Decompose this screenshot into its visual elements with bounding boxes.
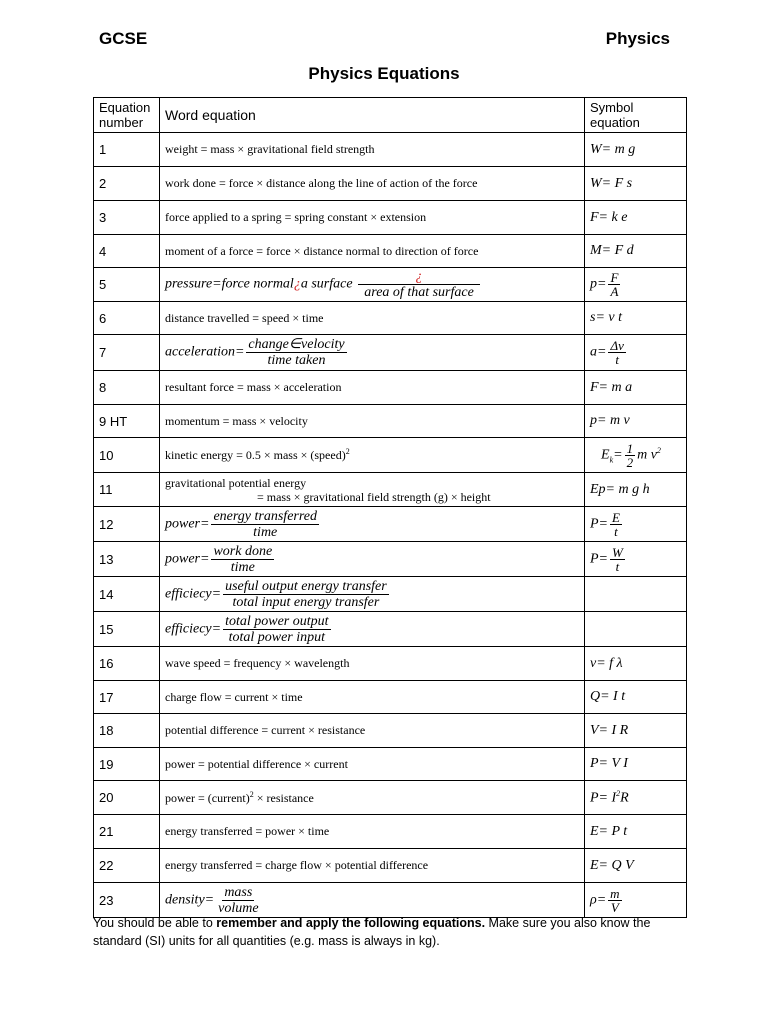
word-equation: momentum = mass × velocity bbox=[160, 405, 585, 438]
symbol-equation: Ep= m g h bbox=[585, 473, 687, 507]
equation-number: 1 bbox=[94, 133, 160, 167]
word-line-2: = mass × gravitational field strength (g) × height bbox=[257, 489, 491, 504]
table-row bbox=[94, 507, 687, 542]
word-equation bbox=[160, 473, 585, 507]
word-lhs: efficiecy= bbox=[165, 621, 222, 637]
symbol-lhs: P= bbox=[590, 551, 608, 567]
footer-bold: remember and apply the following equations. bbox=[216, 916, 486, 930]
equation-number: 4 bbox=[94, 235, 160, 268]
word-equation: moment of a force = force × distance normal to direction of force bbox=[160, 235, 585, 268]
fraction bbox=[211, 509, 319, 540]
symbol-lhs: a= bbox=[590, 344, 607, 360]
word-equation bbox=[160, 577, 585, 612]
fraction bbox=[608, 887, 621, 914]
fraction-denominator: total input energy transfer bbox=[232, 594, 380, 610]
equation-number: 12 bbox=[94, 507, 160, 542]
fraction-denominator: time bbox=[253, 524, 278, 540]
fraction-denominator: t bbox=[614, 523, 618, 539]
exponent: 2 bbox=[249, 789, 254, 799]
fraction-denominator: t bbox=[615, 558, 620, 574]
table-row bbox=[94, 849, 687, 883]
table-row bbox=[94, 781, 687, 815]
fraction-numerator: total power output bbox=[225, 613, 329, 629]
word-equation bbox=[160, 335, 585, 371]
word-equation: work done = force × distance along the line of action of the force bbox=[160, 167, 585, 201]
word-equation: energy transferred = power × time bbox=[160, 815, 585, 849]
fraction-numerator: change∈velocity bbox=[248, 337, 345, 352]
symbol-lhs: ρ= bbox=[590, 892, 607, 908]
header-subject: Physics bbox=[605, 29, 670, 48]
fraction-denominator: area of that surface bbox=[364, 285, 474, 300]
fraction bbox=[223, 579, 389, 610]
table-row bbox=[94, 681, 687, 714]
table-row bbox=[94, 577, 687, 612]
symbol-equation: p= m v bbox=[585, 405, 687, 438]
fraction-numerator: m bbox=[610, 885, 620, 901]
fraction bbox=[211, 544, 274, 575]
table-row bbox=[94, 612, 687, 647]
equation-number: 19 bbox=[94, 748, 160, 781]
fraction bbox=[610, 511, 622, 538]
table-row bbox=[94, 542, 687, 577]
equation-number: 20 bbox=[94, 781, 160, 815]
symbol-equation: W= m g bbox=[585, 133, 687, 167]
fraction-denominator: A bbox=[610, 284, 619, 299]
word-equation: distance travelled = speed × time bbox=[160, 302, 585, 335]
symbol-equation: V= I R bbox=[585, 714, 687, 748]
col-header-symbol: Symbol equation bbox=[585, 98, 687, 133]
fraction-denominator: time bbox=[230, 559, 255, 575]
word-lhs: efficiecy= bbox=[165, 586, 222, 602]
word-lhs: pressure=force normal bbox=[165, 276, 294, 292]
symbol-equation: s= v t bbox=[585, 302, 687, 335]
symbol-equation: E= Q V bbox=[585, 849, 687, 883]
table-row bbox=[94, 235, 687, 268]
fraction-denominator: V bbox=[610, 899, 619, 915]
fraction-numerator: E bbox=[612, 509, 620, 525]
equation-number: 2 bbox=[94, 167, 160, 201]
col-header-word: Word equation bbox=[160, 98, 585, 133]
equation-number: 8 bbox=[94, 371, 160, 405]
table-row bbox=[94, 167, 687, 201]
table-row bbox=[94, 201, 687, 235]
word-lhs: power= bbox=[165, 551, 210, 567]
fraction bbox=[610, 546, 625, 573]
word-equation bbox=[160, 883, 585, 918]
table-row bbox=[94, 748, 687, 781]
fraction-numerator: work done bbox=[213, 543, 273, 559]
equation-number: 18 bbox=[94, 714, 160, 748]
fraction-numerator: F bbox=[610, 270, 619, 285]
symbol-equation: F= k e bbox=[585, 201, 687, 235]
table-row bbox=[94, 133, 687, 167]
fraction-denominator: 2 bbox=[626, 454, 634, 470]
symbol-lhs: P= I bbox=[590, 790, 617, 806]
fraction-denominator: t bbox=[615, 352, 619, 367]
symbol-equation-empty bbox=[585, 612, 687, 647]
symbol-equation bbox=[585, 507, 687, 542]
fraction-numerator: ¿ bbox=[358, 269, 480, 285]
word-equation bbox=[160, 781, 585, 815]
fraction bbox=[608, 339, 625, 366]
fraction-numerator: W bbox=[612, 544, 623, 560]
equation-number: 17 bbox=[94, 681, 160, 714]
fraction-numerator: mass bbox=[224, 884, 253, 900]
fraction-numerator: energy transferred bbox=[213, 508, 318, 524]
word-text: power = (current) bbox=[165, 790, 250, 805]
fraction bbox=[246, 337, 346, 368]
footer-text-2: Make sure you also know the standard (SI) units for all quantities (e.g. mass is always in kg). bbox=[93, 916, 651, 948]
fraction-denominator: volume bbox=[218, 900, 259, 916]
table-header-row bbox=[94, 98, 687, 133]
word-equation bbox=[160, 268, 585, 302]
equation-number: 9 HT bbox=[94, 405, 160, 438]
word-line-1: gravitational potential energy bbox=[165, 475, 307, 490]
exponent: 2 bbox=[656, 445, 661, 455]
symbol-equation: Q= I t bbox=[585, 681, 687, 714]
word-equation: power = potential difference × current bbox=[160, 748, 585, 781]
table-row bbox=[94, 405, 687, 438]
fraction bbox=[223, 614, 330, 645]
table-row bbox=[94, 647, 687, 681]
word-equation bbox=[160, 542, 585, 577]
exponent: 2 bbox=[616, 788, 621, 798]
fraction-numerator: 1 bbox=[626, 440, 634, 456]
fraction-denominator: time taken bbox=[267, 353, 326, 368]
fraction bbox=[358, 269, 480, 300]
word-mid: a surface bbox=[300, 276, 353, 292]
symbol-equation bbox=[585, 438, 687, 473]
symbol-equation: M= F d bbox=[585, 235, 687, 268]
equation-number: 13 bbox=[94, 542, 160, 577]
equation-number: 16 bbox=[94, 647, 160, 681]
table-row bbox=[94, 302, 687, 335]
equation-number: 11 bbox=[94, 473, 160, 507]
footer-text-1: You should be able to bbox=[93, 916, 217, 930]
symbol-rhs: R bbox=[620, 790, 629, 806]
subscript: k bbox=[609, 455, 614, 465]
symbol-equation: E= P t bbox=[585, 815, 687, 849]
symbol-equation: F= m a bbox=[585, 371, 687, 405]
word-rhs: × resistance bbox=[253, 790, 314, 805]
table-row bbox=[94, 473, 687, 507]
word-lhs: density= bbox=[165, 892, 215, 908]
table-row bbox=[94, 438, 687, 473]
word-equation: weight = mass × gravitational field strength bbox=[160, 133, 585, 167]
equation-number: 23 bbox=[94, 883, 160, 918]
table-row bbox=[94, 371, 687, 405]
word-text: kinetic energy = 0.5 × mass × (speed) bbox=[165, 448, 346, 462]
symbol-equation-empty bbox=[585, 577, 687, 612]
word-equation: wave speed = frequency × wavelength bbox=[160, 647, 585, 681]
word-equation bbox=[160, 612, 585, 647]
symbol-eq: = bbox=[613, 447, 623, 463]
equation-number: 3 bbox=[94, 201, 160, 235]
col-header-number: Equation number bbox=[94, 98, 160, 133]
word-lhs: acceleration= bbox=[165, 344, 245, 360]
page-title: Physics Equations bbox=[308, 64, 460, 83]
table-row bbox=[94, 883, 687, 918]
symbol-equation bbox=[585, 883, 687, 918]
symbol-equation: W= F s bbox=[585, 167, 687, 201]
fraction bbox=[608, 271, 620, 298]
word-lhs: power= bbox=[165, 516, 210, 532]
symbol-equation: P= V I bbox=[585, 748, 687, 781]
word-equation bbox=[160, 507, 585, 542]
table-row bbox=[94, 335, 687, 371]
equation-number: 5 bbox=[94, 268, 160, 302]
symbol-equation bbox=[585, 268, 687, 302]
word-equation: energy transferred = charge flow × potential difference bbox=[160, 849, 585, 883]
fraction-numerator: Δv bbox=[610, 338, 624, 353]
unknown-glyph: ¿ bbox=[293, 276, 301, 292]
word-equation bbox=[160, 438, 585, 473]
symbol-equation: v= f λ bbox=[585, 647, 687, 681]
fraction-denominator: total power input bbox=[228, 629, 326, 645]
equation-number: 14 bbox=[94, 577, 160, 612]
exponent: 2 bbox=[345, 447, 350, 456]
table-row bbox=[94, 714, 687, 748]
equation-number: 22 bbox=[94, 849, 160, 883]
symbol-lhs: P= bbox=[590, 516, 608, 532]
equations-table bbox=[93, 97, 687, 918]
symbol-equation bbox=[585, 542, 687, 577]
word-equation: resultant force = mass × acceleration bbox=[160, 371, 585, 405]
header-subject-level: GCSE bbox=[99, 29, 148, 48]
table-row bbox=[94, 268, 687, 302]
equation-number: 10 bbox=[94, 438, 160, 473]
fraction-numerator: useful output energy transfer bbox=[225, 578, 387, 594]
footer-note bbox=[93, 914, 693, 950]
equation-number: 6 bbox=[94, 302, 160, 335]
table-row bbox=[94, 815, 687, 849]
equation-number: 7 bbox=[94, 335, 160, 371]
symbol-rhs: m v bbox=[637, 447, 657, 463]
equation-number: 21 bbox=[94, 815, 160, 849]
fraction bbox=[625, 442, 636, 469]
equation-number: 15 bbox=[94, 612, 160, 647]
word-equation: potential difference = current × resistance bbox=[160, 714, 585, 748]
symbol-lhs: E bbox=[601, 447, 610, 463]
fraction bbox=[216, 885, 260, 916]
word-equation: charge flow = current × time bbox=[160, 681, 585, 714]
symbol-equation bbox=[585, 335, 687, 371]
symbol-lhs: p= bbox=[590, 276, 607, 292]
symbol-equation bbox=[585, 781, 687, 815]
word-equation: force applied to a spring = spring constant × extension bbox=[160, 201, 585, 235]
